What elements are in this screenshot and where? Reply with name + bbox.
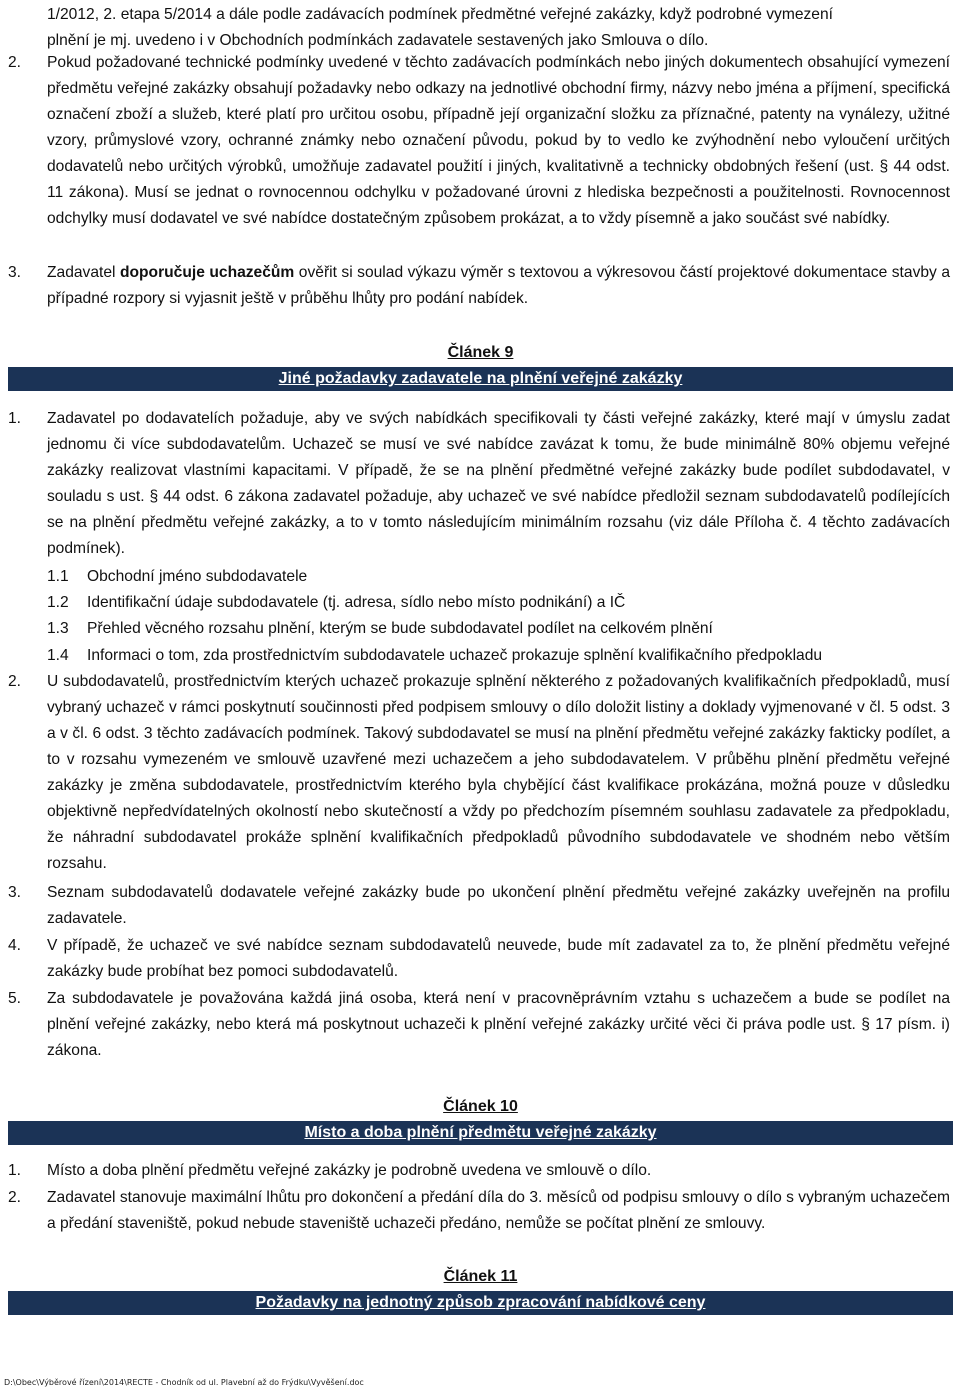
top-line-2: plnění je mj. uvedeno i v Obchodních podmínkách zadavatele sestavených jako Smlouva o dílo. bbox=[47, 32, 709, 49]
article-10-subtitle-bar bbox=[8, 1121, 953, 1145]
item-number: 5. bbox=[8, 990, 22, 1007]
item-number: 2. bbox=[8, 54, 22, 71]
subitem: 1.1 Obchodní jméno subdodavatele bbox=[47, 568, 308, 585]
item-text: U subdodavatelů, prostřednictvím kterých uchazeč prokazuje splnění některého z požadovaných kvalifikačních předpokladů, musí vybraný uchazeč v rámci poskytnutí součinnosti před podpisem smlouvy o dílo doložit listiny a doklady vyjmenované v čl. 5 odst. 3 a v čl. 6 odst. 3 těchto zadávacích podmínek. Takový subdodavatel se musí na plnění předmětu veřejné zakázky fakticky podílet, a to v rozsahu vymezeném ve smlouvě uzavřené mezi uchazečem a jeho subdodavatelem. V průběhu plnění předmětu veřejné zakázky je změna subdodavatele, prostřednictvím kterého byla chybějící část kvalifikace prokázána, možná pouze v důsledku objektivně nepředvídatelných okolností nebo skutečností a vždy po předchozím písemném souhlasu zadavatele za předpokladu, že náhradní subdodavatel prokáže splnění kvalifikačních předpokladů původního subdodavatele ve shodném nebo větším rozsahu. bbox=[47, 673, 950, 872]
item-text: Zadavatel doporučuje uchazečům ověřit si soulad výkazu výměr s textovou a výkresovou částí projektové dokumentace stavby a případné rozpory si vyjasnit ještě v průběhu lhůty pro podání nabídek. bbox=[47, 264, 950, 307]
top-line-1: 1/2012, 2. etapa 5/2014 a dále podle zadávacích podmínek předmětné veřejné zakázky, když podrobné vymezení bbox=[47, 6, 833, 23]
article-10-subtitle: Místo a doba plnění předmětu veřejné zakázky bbox=[304, 1124, 657, 1141]
item-number: 4. bbox=[8, 937, 22, 954]
bold-emphasis: doporučuje uchazečům bbox=[119, 264, 295, 281]
item-text: Za subdodavatele je považována každá jiná osoba, která není v pracovněprávním vztahu s uchazečem a bude se podílet na plnění veřejné zakázky, nebo která má poskytnout uchazeči k plnění veřejné zakázky určité věci či práva podle ust. § 17 písm. i) zákona. bbox=[47, 990, 950, 1059]
article-11-title: Článek 11 bbox=[443, 1268, 518, 1285]
article-9-subtitle-bar bbox=[8, 367, 953, 391]
article-9-subtitle: Jiné požadavky zadavatele na plnění veřejné zakázky bbox=[278, 370, 683, 387]
item-text: Seznam subdodavatelů dodavatele veřejné zakázky bude po ukončení plnění předmětu veřejné zakázky uveřejněn na profilu zadavatele. bbox=[47, 884, 950, 927]
subitem: 1.3 Přehled věcného rozsahu plnění, kterým se bude subdodavatel podílet na celkovém plnění bbox=[47, 620, 713, 637]
item-number: 3. bbox=[8, 884, 22, 901]
item-text: Zadavatel stanovuje maximální lhůtu pro dokončení a předání díla do 3. měsíců od podpisu smlouvy o dílo s vybraným uchazečem a předání staveniště, pokud nebude staveniště uchazeči předáno, nemůže se počítat plnění ze smlouvy. bbox=[47, 1189, 950, 1232]
item-text: Pokud požadované technické podmínky uvedené v těchto zadávacích podmínkách nebo jiných dokumentech obsahující vymezení předmětu veřejné zakázky obsahují požadavky nebo odkazy na jednotlivé obchodní firmy, názvy nebo jména a příjmení, specifická označení zboží a služeb, které platí pro určitou osobu, případně její organizační složku za příznačné, patenty na vynálezy, užitné vzory, průmyslové vzory, ochranné známky nebo označení původu, pokud by to vedlo ke zvýhodnění nebo vyloučení určitých dodavatelů nebo určitých výrobků, umožňuje zadavatel použití i jiných, kvalitativně a technicky obdobných řešení (ust. § 44 odst. 11 zákona). Musí se jednat o rovnocennou odchylku v požadované úrovni z hlediska bezpečnosti a použitelnosti. Rovnocennost odchylky musí dodavatel ve své nabídce dostatečným způsobem prokázat, a to vždy písemně a jako součást své nabídky. bbox=[47, 54, 950, 227]
article-10-title: Článek 10 bbox=[443, 1098, 518, 1115]
article-9-title: Článek 9 bbox=[447, 344, 514, 361]
item-text: Zadavatel po dodavatelích požaduje, aby ve svých nabídkách specifikovali ty části veřejné zakázky, které mají v úmyslu zadat jednomu či více subdodavatelům. Uchazeč se musí ve své nabídce zavázat k tomu, že bude minimálně 80% objemu veřejné zakázky realizovat vlastními kapacitami. V případě, že se na plnění předmětné veřejné zakázky bude podílet subdodavatel, v souladu s ust. § 44 odst. 6 zákona zadavatel požaduje, aby uchazeč ve své nabídce předložil seznam subdodavatelů podílejících se na plnění předmětu veřejné zakázky, a to v tomto následujícím minimálním rozsahu (viz dále Příloha č. 4 těchto zadávacích podmínek). bbox=[47, 410, 950, 557]
footer-file-path: D:\Obec\Výběrové řízení\2014\RECTE - Chodník od ul. Plavební až do Frýdku\Vyvěšení.doc bbox=[4, 1378, 364, 1387]
item-text: Místo a doba plnění předmětu veřejné zakázky je podrobně uvedena ve smlouvě o dílo. bbox=[47, 1162, 652, 1179]
subitem: 1.4 Informaci o tom, zda prostřednictvím subdodavatele uchazeč prokazuje splnění kvalifikačního předpokladu bbox=[47, 647, 823, 664]
item-number: 2. bbox=[8, 1189, 22, 1206]
subitem: 1.2 Identifikační údaje subdodavatele (tj. adresa, sídlo nebo místo podnikání) a IČ bbox=[47, 594, 626, 611]
article-11-subtitle-bar bbox=[8, 1291, 953, 1315]
article-11-subtitle: Požadavky na jednotný způsob zpracování nabídkové ceny bbox=[255, 1294, 706, 1311]
top-paragraph bbox=[47, 2, 950, 54]
item-number: 1. bbox=[8, 1162, 22, 1179]
item-text: V případě, že uchazeč ve své nabídce seznam subdodavatelů neuvede, bude mít zadavatel za to, že plnění předmětu veřejné zakázky bude probíhat bez pomoci subdodavatelů. bbox=[47, 937, 950, 980]
item-number: 3. bbox=[8, 264, 22, 281]
item-number: 1. bbox=[8, 410, 22, 427]
item-number: 2. bbox=[8, 673, 22, 690]
